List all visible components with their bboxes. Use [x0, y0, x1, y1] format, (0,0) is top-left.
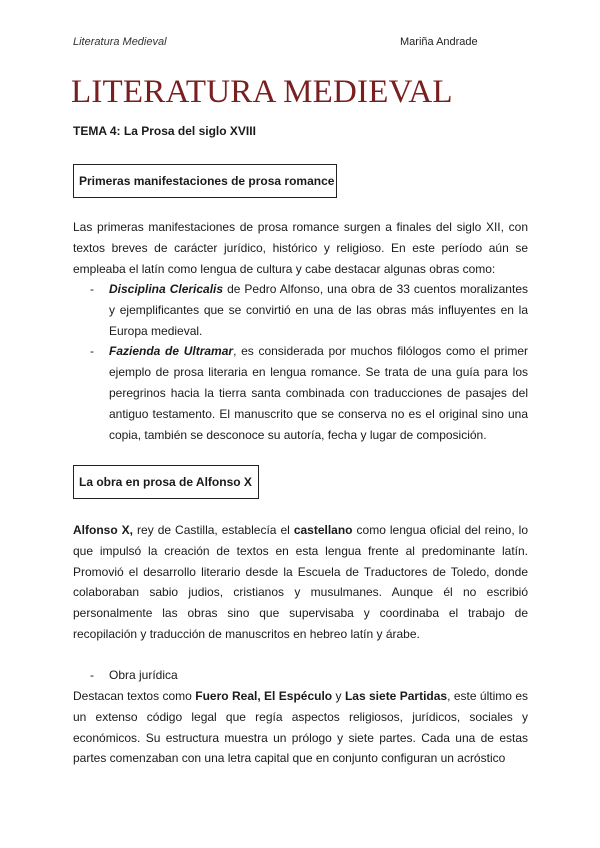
intro-paragraph: Las primeras manifestaciones de prosa romance surgen a finales del siglo XII, con textos breves de carácter jurídico, histórico y religioso. En este período aún se empleaba el latín como lengua de cultura y cabe destacar algunas obras como:	[73, 220, 528, 276]
works-list	[73, 279, 528, 445]
subsection-list	[73, 665, 528, 686]
list-item	[73, 279, 528, 341]
list-dash: -	[90, 344, 94, 359]
juridical-paragraph	[73, 686, 528, 769]
alfonso-paragraph	[73, 520, 528, 645]
section-heading-alfonso-x: La obra en prosa de Alfonso X	[73, 465, 259, 499]
topic-subtitle: TEMA 4: La Prosa del siglo XVIII	[73, 124, 256, 138]
bold-term: Alfonso X,	[73, 523, 134, 537]
work-title: Disciplina Clericalis	[109, 282, 224, 296]
bold-term: Fuero Real, El Espéculo	[195, 689, 333, 703]
list-dash: -	[90, 282, 94, 296]
text-run: Destacan textos como	[73, 689, 196, 703]
bold-term: castellano	[293, 523, 353, 537]
work-description: , es considerada por muchos filólogos como el primer ejemplo de prosa literaria en lengua romance. Se trata de una guía para los peregrinos hacia la tierra santa combinada con traducciones de pasajes del antiguo testamento. El manuscrito que se conserva no es el original sino una copia, también se desconoce su autoría, fecha y lugar de composición.	[109, 344, 528, 442]
list-dash: -	[90, 668, 94, 682]
text-run: rey de Castilla, establecía el	[133, 523, 294, 537]
section-heading-prosa-romance: Primeras manifestaciones de prosa romance	[73, 164, 337, 198]
list-item	[73, 341, 528, 445]
list-item	[73, 665, 528, 686]
header-course: Literatura Medieval	[73, 36, 167, 48]
text-run: como lengua oficial del reino, lo que impulsó la creación de textos en esta lengua frente al predominante latín. Promovió el desarrollo literario desde la Escuela de Traductores de Toledo, donde colaboraban sabio judios, cristianos y musulmanes. Aunque él no escribió personalmente las obras sino que supervisaba y coordinaba el trabajo de recopilación y traducción de manuscritos en hebreo latín y árabe.	[73, 523, 528, 641]
subsection-label: Obra jurídica	[109, 668, 178, 682]
header-author: Mariña Andrade	[400, 36, 478, 48]
text-run: y	[332, 689, 345, 703]
bold-term: Las siete Partidas	[344, 689, 448, 703]
page-title: LITERATURA MEDIEVAL	[71, 74, 453, 110]
work-title: Fazienda de Ultramar	[109, 344, 234, 359]
work-description: de Pedro Alfonso, una obra de 33 cuentos moralizantes y ejemplificantes que se convirtió en una de las obras más influyentes en la Europa medieval.	[109, 282, 528, 338]
text-run: , este último es un extenso código legal que regía aspectos religiosos, jurídicos, sociales y económicos. Su estructura muestra un prólogo y siete partes. Cada una de estas partes comenzaban con una letra capital que en conjunto configuran un acróstico	[73, 689, 529, 766]
